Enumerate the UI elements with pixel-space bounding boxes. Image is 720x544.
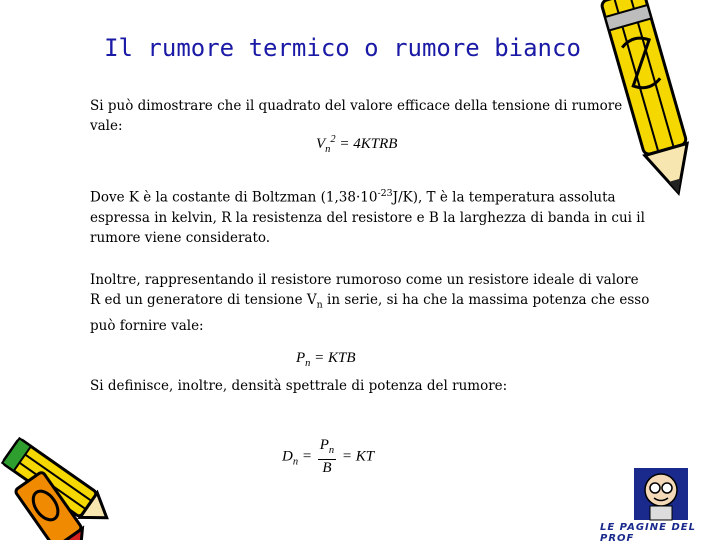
- pencils-bottom-left-icon: [0, 430, 120, 540]
- pencil-top-right-icon: [600, 0, 715, 200]
- formula-symbol: D: [282, 448, 293, 465]
- fraction-numerator: [318, 437, 336, 460]
- formula-max-power: [296, 350, 356, 369]
- formula-subscript: n: [292, 456, 299, 468]
- formula-noise-voltage: [316, 134, 397, 155]
- formula-spectral-density: [282, 437, 374, 477]
- paragraph-power: [90, 270, 650, 336]
- fraction-denominator: B: [322, 460, 332, 476]
- formula-subscript: n: [305, 358, 311, 369]
- formula-subscript: n: [325, 144, 331, 155]
- numerator-symbol: P: [319, 437, 329, 453]
- formula-symbol: V: [316, 136, 326, 152]
- paragraph-subscript: n: [316, 299, 323, 311]
- paragraph-text: Inoltre, rappresentando il resistore rumoroso come un resistore ideale di valore R ed un generatore di tensione V: [90, 272, 639, 308]
- formula-equals: =: [301, 448, 312, 465]
- slide-title: Il rumore termico o rumore bianco: [104, 34, 581, 62]
- paragraph-text: J/K), T è la temperatura assoluta espressa in kelvin, R la resistenza del resistore e B la larghezza di banda in cui il rumore viene considerato.: [90, 189, 645, 246]
- professor-logo-icon: [604, 466, 690, 522]
- paragraph-spectral-density: Si definisce, inoltre, densità spettrale di potenza del rumore:: [90, 378, 508, 394]
- paragraph-text: Dove K è la costante di Boltzman (1,38·10: [90, 189, 378, 206]
- paragraph-definitions: [90, 184, 650, 248]
- formula-symbol: P: [296, 350, 306, 366]
- formula-rhs: = KTB: [314, 350, 356, 366]
- paragraph-exponent: -23: [377, 188, 393, 199]
- formula-rhs: = 4KTRB: [339, 136, 398, 152]
- formula-superscript: 2: [330, 134, 336, 145]
- numerator-subscript: n: [328, 445, 335, 456]
- logo-text: LE PAGINE DEL PROF: [600, 522, 696, 544]
- paragraph-text: in serie, si ha che la massima potenza che esso può fornire vale:: [90, 292, 650, 334]
- formula-fraction: [318, 437, 336, 477]
- formula-rhs: = KT: [341, 448, 375, 465]
- paragraph-intro: Si può dimostrare che il quadrato del valore efficace della tensione di rumore vale:: [90, 98, 623, 134]
